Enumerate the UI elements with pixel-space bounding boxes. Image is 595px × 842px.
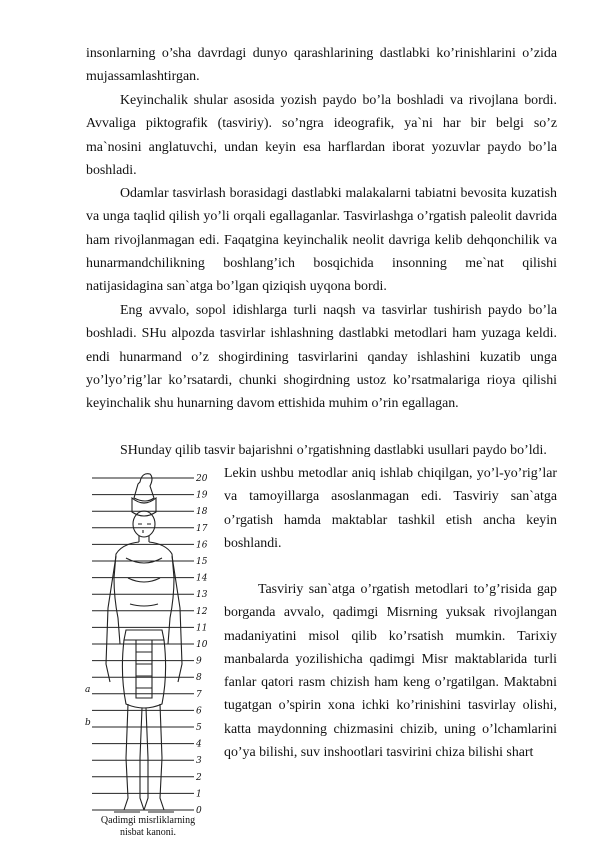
scale-label: 7 xyxy=(196,689,202,700)
paragraph-methods: SHunday qilib tasvir bajarishni o’rgatishning dastlabki usullari paydo bo’ldi. xyxy=(120,443,547,458)
scale-label: 16 xyxy=(196,540,208,551)
scale-label: 5 xyxy=(196,723,202,733)
scale-label: 12 xyxy=(196,606,208,617)
scale-label: 11 xyxy=(196,623,208,634)
side-paragraph-schools: Lekin ushbu metodlar aniq ishlab chiqilgan, yo’l-yo’rig’lar va tamoyillarga asoslanmagan edi. Tasviriy san`atga o’rgatish hamda maktablar tashkil etish ancha keyin boshlandi. xyxy=(224,466,557,551)
paragraph-intro: insonlarning o’sha davrdagi dunyo qarashlarining dastlabki ko’rinishlarini o’zida mujassamlashtirgan. xyxy=(86,46,557,85)
scale-label: 14 xyxy=(196,573,208,584)
scale-label: 8 xyxy=(196,673,202,684)
canon-drawing xyxy=(84,468,212,818)
figure-caption-line1: Qadimgi misrliklarning xyxy=(100,815,196,826)
scale-label: 9 xyxy=(196,656,202,667)
scale-label: 6 xyxy=(196,706,202,717)
scale-label: 20 xyxy=(196,474,208,484)
scale-label: 13 xyxy=(196,590,208,601)
scale-label: 0 xyxy=(196,806,202,816)
side-paragraph-egypt: Tasviriy san`atga o’rgatish metodlari to’g’risida gap borganda avvalo, qadimgi Misrning yuksak rivojlangan madaniyatini misol qilib ko’rsatish mumkin. Tarixiy manbalarda yozilishicha qadimgi Misr maktablarida turli fanlar qatori rasm chizish ham keng o’rgatilgan. Maktabni tugatgan o’spirin xona ichki ko’rinishini tasvirlay olishi, katta maydonning chizmasini chizib, uning o’lchamlarini qo’ya bilishi, suv inshootlari tasvirini chiza bilishi shart xyxy=(224,582,557,761)
egyptian-canon-figure xyxy=(84,468,212,838)
scale-label: 15 xyxy=(196,557,208,567)
side-letter: a xyxy=(85,684,91,695)
side-letter: b xyxy=(85,718,91,728)
scale-label: 2 xyxy=(196,772,202,783)
paragraph-skills: Odamlar tasvirlash borasidagi dastlabki malakalarni tabiatni bevosita kuzatish va unga taqlid qilish yo’li orqali egallaganlar. Tasvirlashga o’rgatish paleolit davrida ham rivojlanmagan edi. Faqatgina keyinchalik neolit davriga kelib dehqonchilik va hunarmandchilikning boshlang’ich bosqichida insonning me`nat qilishi natijasidagina san`atga bo’lgan qiziqish uyqona bordi. xyxy=(86,186,557,295)
scale-label: 17 xyxy=(196,523,208,534)
paragraph-pottery: Eng avvalo, sopol idishlarga turli naqsh va tasvirlar tushirish paydo bo’la boshladi. SHu alpozda tasvirlar ishlashning dastlabki metodlari ham yuzaga keldi. endi hunarmand o’z shogirdining tasvirlarini qanday ishlashini kuzatib unga yo’lyo’rig’lar ko’rsatardi, chunki shogirdning ustoz ko’rsatmalariga rioya qilishi keyinchalik shu hunarning davom ettishida muhim o’rin egallagan. xyxy=(86,303,557,412)
human-figure-outline xyxy=(106,474,182,812)
scale-label: 18 xyxy=(196,507,208,518)
scale-label: 10 xyxy=(196,640,208,650)
figure-caption xyxy=(84,815,212,839)
scale-label: 4 xyxy=(196,739,202,750)
scale-label: 3 xyxy=(196,756,202,767)
figure-caption-line2: nisbat kanoni. xyxy=(119,827,177,838)
scale-label: 19 xyxy=(196,490,208,501)
scale-label: 1 xyxy=(196,789,202,800)
paragraph-writing: Keyinchalik shular asosida yozish paydo bo’la boshladi va rivojlana bordi. Avvaliga piktografik (tasviriy). so’ngra ideografik, ya`ni har bir belgi so’z ma`nosini anglatuvchi, undan keyin esa harflardan iborat yozuvlar paydo bo’la boshladi. xyxy=(86,93,557,178)
